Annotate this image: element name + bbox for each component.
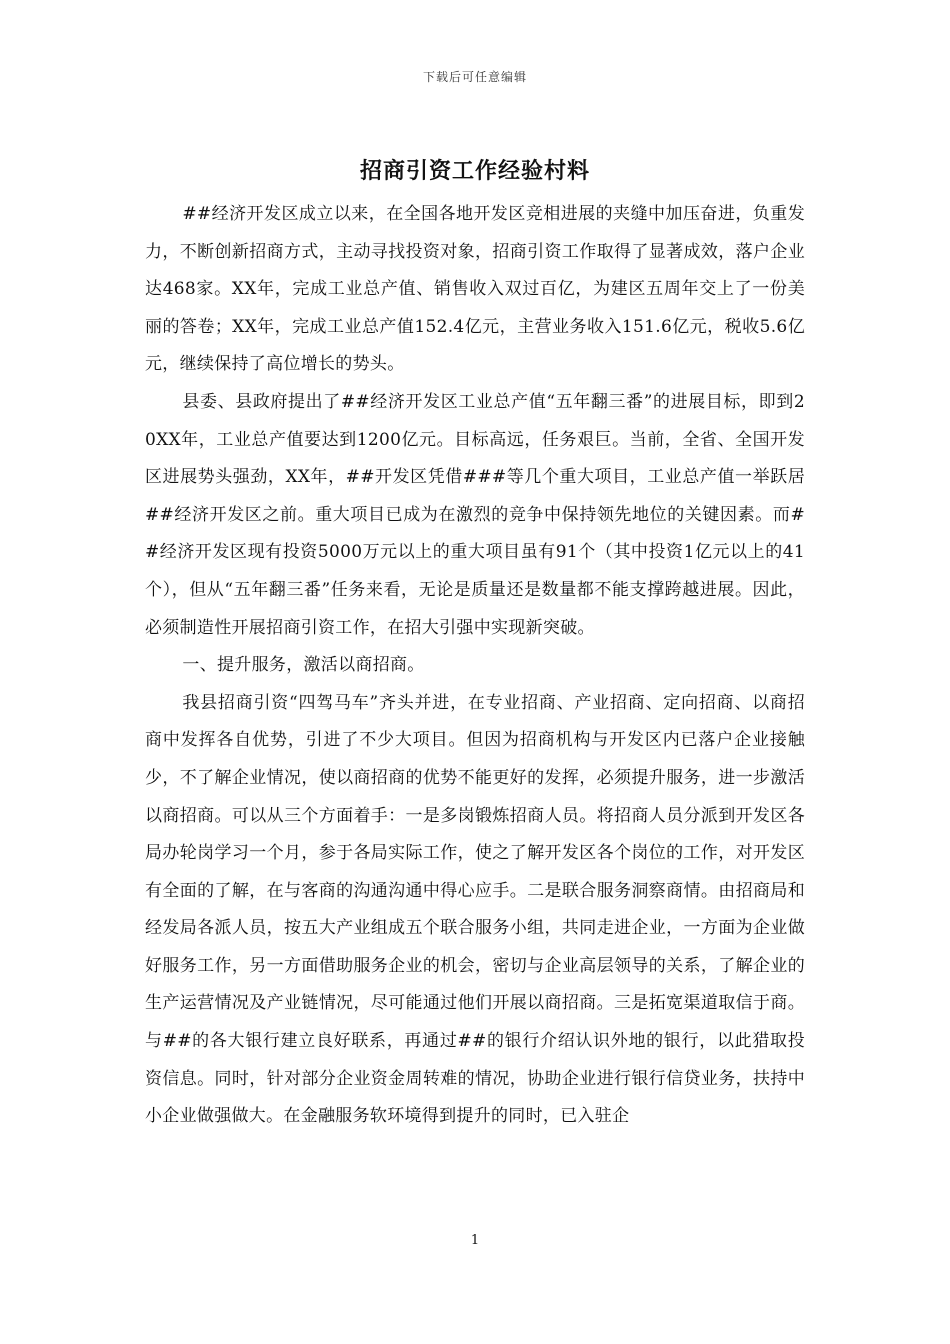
section-heading: 一、提升服务，激活以商招商。 [182,655,425,676]
page-number: 1 [470,1233,480,1248]
paragraph-service: 我县招商引资“四驾马车”齐头并进，在专业招商、产业招商、定向招商、以商招商中发挥各自优势，引进了不少大项目。但因为招商机构与开发区内已落户企业接触少，不了解企业情况，使以商招商的优势不能更好的发挥，必须提升服务，进一步激活以商招商。可以从三个方面着手：一是多岗锻炼招商人员。将招商人员分派到开发区各局办轮岗学习一个月，参于各局实际工作，使之了解开发区各个岗位的工作，对开发区有全面的了解，在与客商的沟通沟通中得心应手。二是联合服务洞察商情。由招商局和经发局各派人员，按五大产业组成五个联合服务小组，共同走进企业，一方面为企业做好服务工作，另一方面借助服务企业的机会，密切与企业高层领导的关系，了解企业的生产运营情况及产业链情况，尽可能通过他们开展以商招商。三是拓宽渠道取信于商。与##的各大银行建立良好联系，再通过##的银行介绍认识外地的银行，以此猎取投资信息。同时，针对部分企业资金周转难的情况，协助企业进行银行信贷业务，扶持中小企业做强做大。在金融服务软环境得到提升的同时，已入驻企 [145,692,805,1127]
header-note: 下载后可任意编辑 [422,70,527,84]
document-title: 招商引资工作经验村料 [359,158,590,184]
paragraph-goal: 县委、县政府提出了##经济开发区工业总产值“五年翻三番”的进展目标，即到20XX年，工业总产值要达到1200亿元。目标高远，任务艰巨。当前，全省、全国开发区进展势头强劲，XX年，##开发区凭借###等几个重大项目，工业总产值一举跃居##经济开发区之前。重大项目已成为在激烈的竞争中保持领先地位的关键因素。而##经济开发区现有投资5000万元以上的重大项目虽有91个（其中投资1亿元以上的41个），但从“五年翻三番”任务来看，无论是质量还是数量都不能支撑跨越进展。因此，必须制造性开展招商引资工作，在招大引强中实现新突破。 [145,391,805,638]
paragraph-intro: ##经济开发区成立以来，在全国各地开发区竞相进展的夹缝中加压奋进，负重发力，不断创新招商方式，主动寻找投资对象，招商引资工作取得了显著成效，落户企业达468家。XX年，完成工业总产值、销售收入双过百亿，为建区五周年交上了一份美丽的答卷；XX年，完成工业总产值152.4亿元，主营业务收入151.6亿元，税收5.6亿元，继续保持了高位增长的势头。 [145,204,805,375]
document-body [145,196,805,1136]
